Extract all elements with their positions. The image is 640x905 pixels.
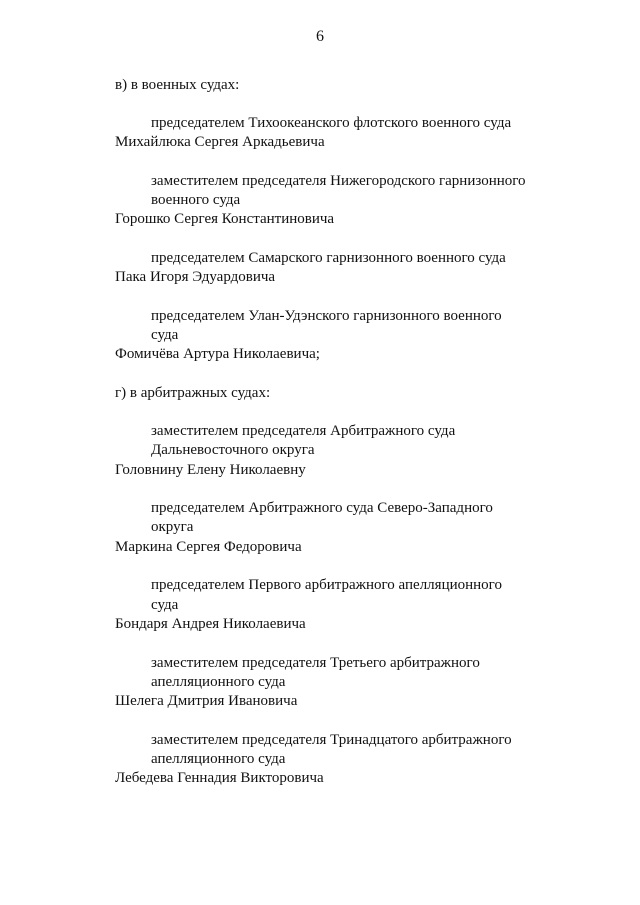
entry-position-line: председателем Арбитражного суда Северо-Западного [151, 500, 493, 516]
entry-person-name: Бондаря Андрея Николаевича [115, 616, 306, 632]
entry-position-line: председателем Тихоокеанского флотского военного суда [151, 115, 512, 131]
entry-position-line: суда [151, 327, 179, 343]
entry-person-name: Лебедева Геннадия Викторовича [115, 770, 324, 786]
page-number: 6 [316, 28, 324, 45]
entry-person-name: Шелега Дмитрия Ивановича [115, 693, 298, 709]
entry-position-line: апелляционного суда [151, 751, 286, 767]
entry-position-line: председателем Самарского гарнизонного военного суда [151, 250, 506, 266]
entry-position-line: Дальневосточного округа [151, 442, 315, 458]
entry-position-line: суда [151, 597, 179, 613]
section-heading-military-courts: в) в военных судах: [115, 77, 240, 93]
entry-position-line: военного суда [151, 192, 241, 208]
entry-person-name: Фомичёва Артура Николаевича; [115, 346, 320, 362]
entry-position-line: округа [151, 519, 194, 535]
entry-person-name: Маркина Сергея Федоровича [115, 539, 302, 555]
entry-position-line: апелляционного суда [151, 674, 286, 690]
entry-position-line: председателем Первого арбитражного апелляционного [151, 577, 502, 593]
entry-person-name: Головнину Елену Николаевну [115, 462, 306, 478]
entry-position-line: заместителем председателя Третьего арбитражного [151, 655, 480, 671]
entry-person-name: Горошко Сергея Константиновича [115, 211, 335, 227]
entry-position-line: председателем Улан-Удэнского гарнизонного военного [151, 308, 502, 324]
section-heading-arbitration-courts: г) в арбитражных судах: [115, 385, 271, 401]
entry-position-line: заместителем председателя Нижегородского гарнизонного [151, 173, 526, 189]
entry-person-name: Пака Игоря Эдуардовича [115, 269, 276, 285]
entry-position-line: заместителем председателя Тринадцатого арбитражного [151, 732, 512, 748]
entry-position-line: заместителем председателя Арбитражного суда [151, 423, 456, 439]
entry-person-name: Михайлюка Сергея Аркадьевича [115, 134, 325, 150]
